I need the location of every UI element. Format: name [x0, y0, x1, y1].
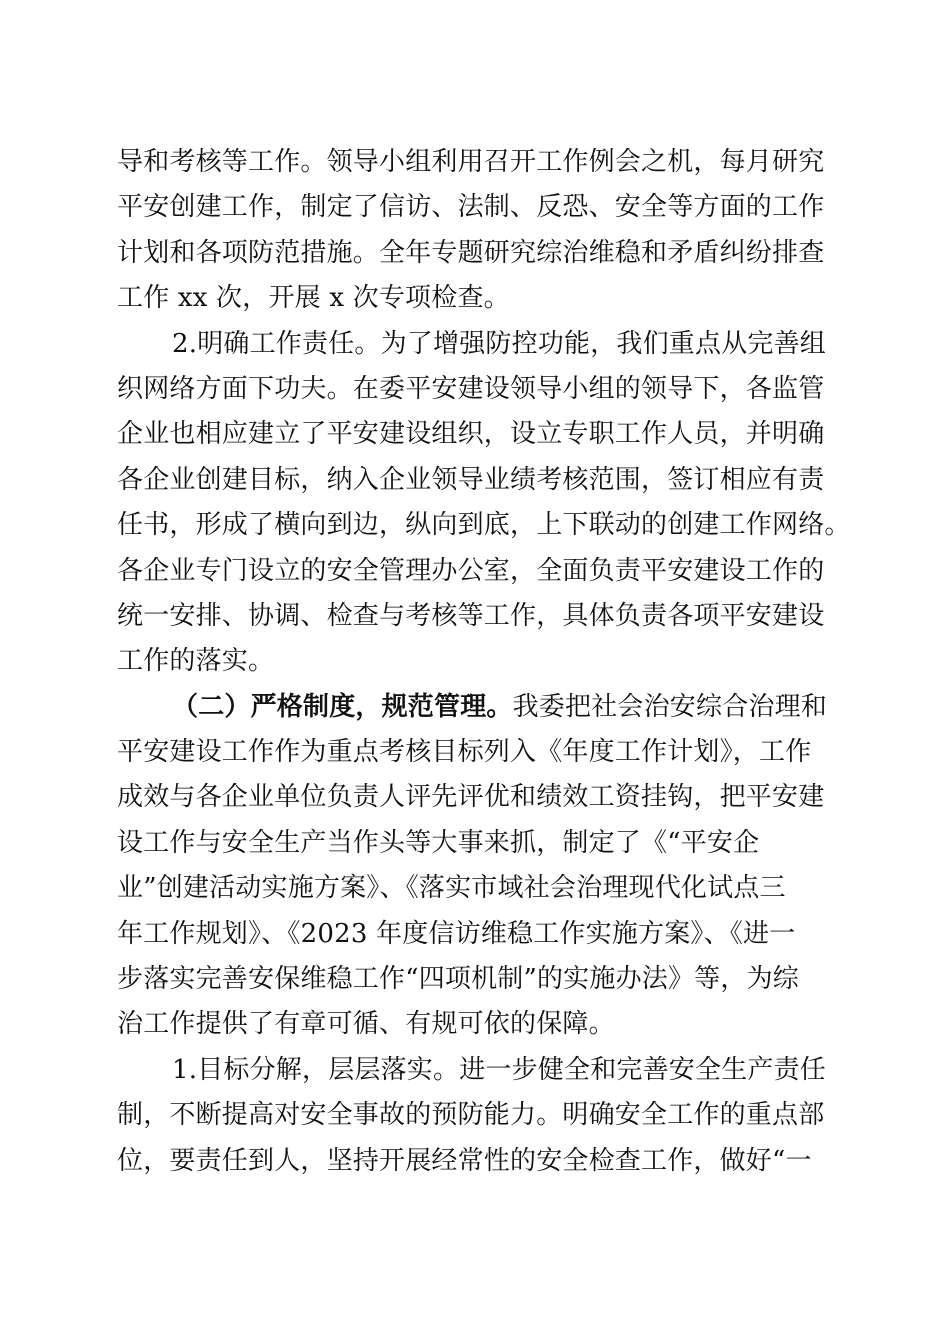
text-line: 各企业专门设立的安全管理办公室，全面负责平安建设工作的 [117, 555, 825, 586]
text-line: 治工作提供了有章可循、有规可依的保障。 [117, 1009, 615, 1040]
document-body [117, 140, 851, 1184]
text-line: 工作的落实。 [117, 646, 275, 677]
text-line: 平安建设工作作为重点考核目标列入《年度工作计划》，工作 [117, 737, 812, 768]
text-line: 任书，形成了横向到边，纵向到底，上下联动的创建工作网络。 [117, 510, 851, 541]
section-heading: （二）严格制度，规范管理。 [172, 691, 513, 722]
text-line: 计划和各项防范措施。全年专题研究综治维稳和矛盾纠纷排查 [117, 237, 825, 268]
text-line: 统一安排、协调、检查与考核等工作，具体负责各项平安建设 [117, 600, 825, 631]
text-line: 平安创建工作，制定了信访、法制、反恐、安全等方面的工作 [117, 192, 825, 223]
text-line: 年工作规划》、《2023 年度信访维稳工作实施方案》、《进一 [117, 918, 796, 949]
paragraph-start-line: 1.目标分解，层层落实。进一步健全和完善安全生产责任 [172, 1054, 827, 1085]
text-line: 织网络方面下功夫。在委平安建设领导小组的领导下，各监管 [117, 373, 825, 404]
text-line: 制，不断提高对安全事故的预防能力。明确安全工作的重点部 [117, 1100, 825, 1131]
text-line: 企业也相应建立了平安建设组织，设立专职工作人员，并明确 [117, 419, 825, 450]
text-line: 步落实完善安保维稳工作“四项机制”的实施办法》等，为综 [117, 964, 799, 995]
text-line: 位，要责任到人，坚持开展经常性的安全检查工作，做好“一 [117, 1145, 812, 1176]
paragraph-start-line: 2.明确工作责任。为了增强防控功能，我们重点从完善组 [172, 328, 827, 359]
section-heading-continuation: 我委把社会治安综合治理和 [512, 691, 828, 722]
text-line: 工作 xx 次，开展 x 次专项检查。 [117, 283, 510, 314]
text-line: 设工作与安全生产当作头等大事来抓，制定了《“平安企 [117, 827, 760, 858]
text-line: 成效与各企业单位负责人评先评优和绩效工资挂钩，把平安建 [117, 782, 825, 813]
text-line: 业”创建活动实施方案》、《落实市域社会治理现代化试点三 [117, 873, 786, 904]
text-line: 各企业创建目标，纳入企业领导业绩考核范围，签订相应有责 [117, 464, 825, 495]
section-heading-line [117, 685, 833, 730]
text-line: 导和考核等工作。领导小组利用召开工作例会之机，每月研究 [117, 147, 825, 177]
